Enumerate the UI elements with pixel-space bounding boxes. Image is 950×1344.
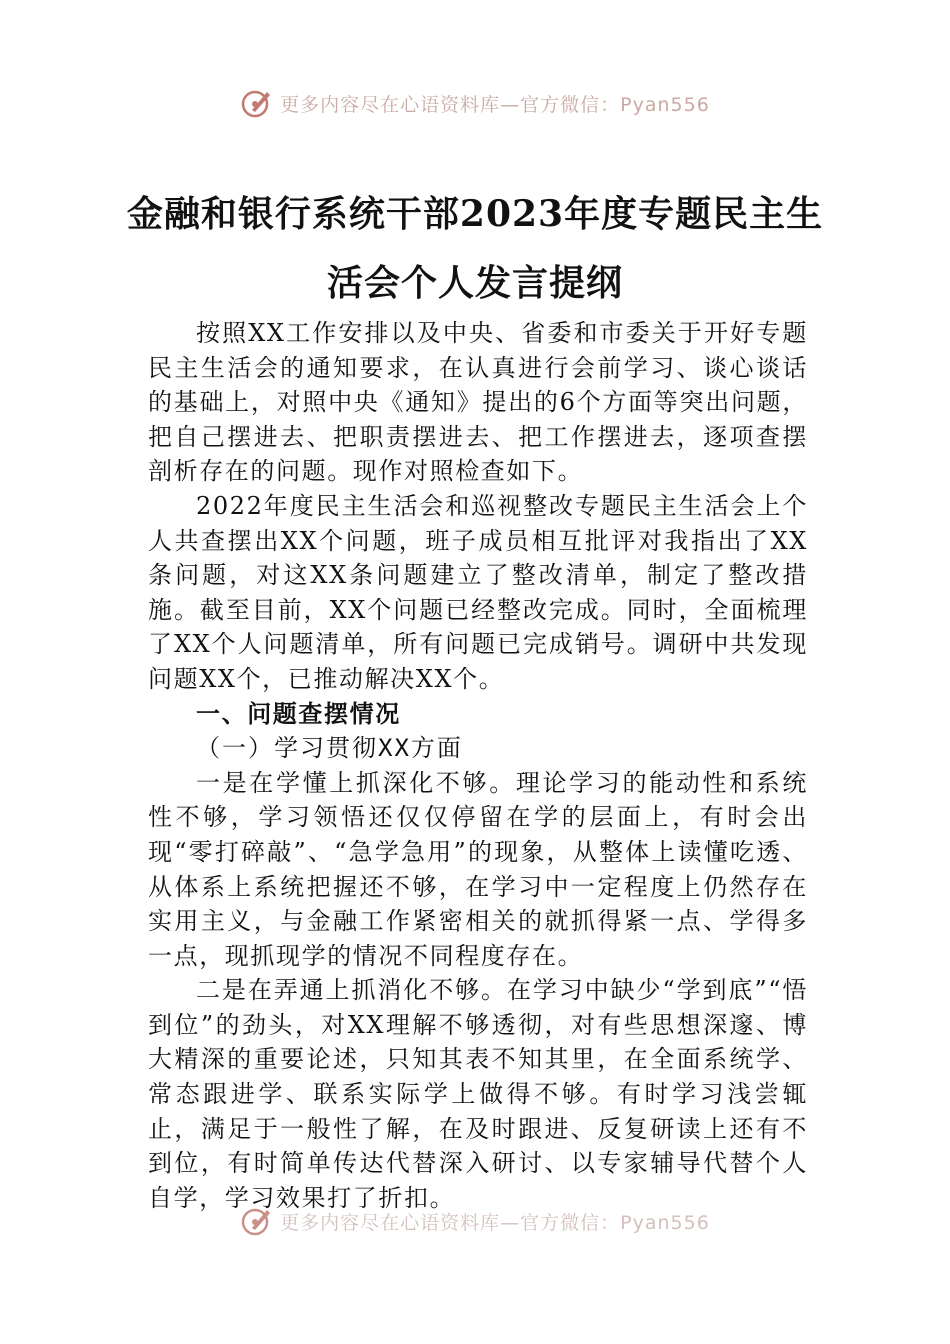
watermark-footer (0, 1198, 950, 1244)
paragraph-point-two: 二是在弄通上抓消化不够。在学习中缺少“学到底”“悟到位”的劲头，对XX理解不够透彻，对有些思想深邃、博大精深的重要论述，只知其表不知其里，在全面系统学、常态跟进学、联系实际学上做得不够。有时学习浅尝辄止，满足于一般性了解，在及时跟进、反复研读上还有不到位，有时简单传达代替深入研讨、以专家辅导代替个人自学，学习效果打了折扣。 (148, 976, 808, 1212)
paragraph-point-one: 一是在学懂上抓深化不够。理论学习的能动性和系统性不够，学习领悟还仅仅停留在学的层面上，有时会出现“零打碎敲”、“急学急用”的现象，从整体上读懂吃透、从体系上系统把握还不够，在学习中一定程度上仍然存在实用主义，与金融工作紧密相关的就抓得紧一点、学得多一点，现抓现学的情况不同程度存在。 (148, 768, 808, 970)
watermark-text: 更多内容尽在心语资料库—官方微信：Pyan556 (280, 93, 710, 116)
pen-logo-icon (240, 1204, 274, 1238)
document-body (148, 316, 808, 1215)
watermark-header (0, 80, 950, 126)
section-heading: 一、问题查摆情况 (196, 699, 401, 728)
watermark-text: 更多内容尽在心语资料库—官方微信：Pyan556 (280, 1211, 710, 1234)
document-title-line1: 金融和银行系统干部2023年度专题民主生 (126, 193, 824, 235)
paragraph-intro: 按照XX工作安排以及中央、省委和市委关于开好专题民主生活会的通知要求，在认真进行会前学习、谈心谈话的基础上，对照中央《通知》提出的6个方面等突出问题，把自己摆进去、把职责摆进去、把工作摆进去，逐项查摆剖析存在的问题。现作对照检查如下。 (148, 319, 808, 486)
pen-logo-icon (240, 86, 274, 120)
subsection-heading: （一）学习贯彻XX方面 (196, 734, 463, 763)
paragraph-summary: 2022年度民主生活会和巡视整改专题民主生活会上个人共查摆出XX个问题，班子成员相互批评对我指出了XX条问题，对这XX条问题建立了整改清单，制定了整改措施。截至目前，XX个问题已经整改完成。同时，全面梳理了XX个人问题清单，所有问题已完成销号。调研中共发现问题XX个，已推动解决XX个。 (148, 491, 808, 693)
document-title-line2: 活会个人发言提纲 (326, 262, 623, 304)
